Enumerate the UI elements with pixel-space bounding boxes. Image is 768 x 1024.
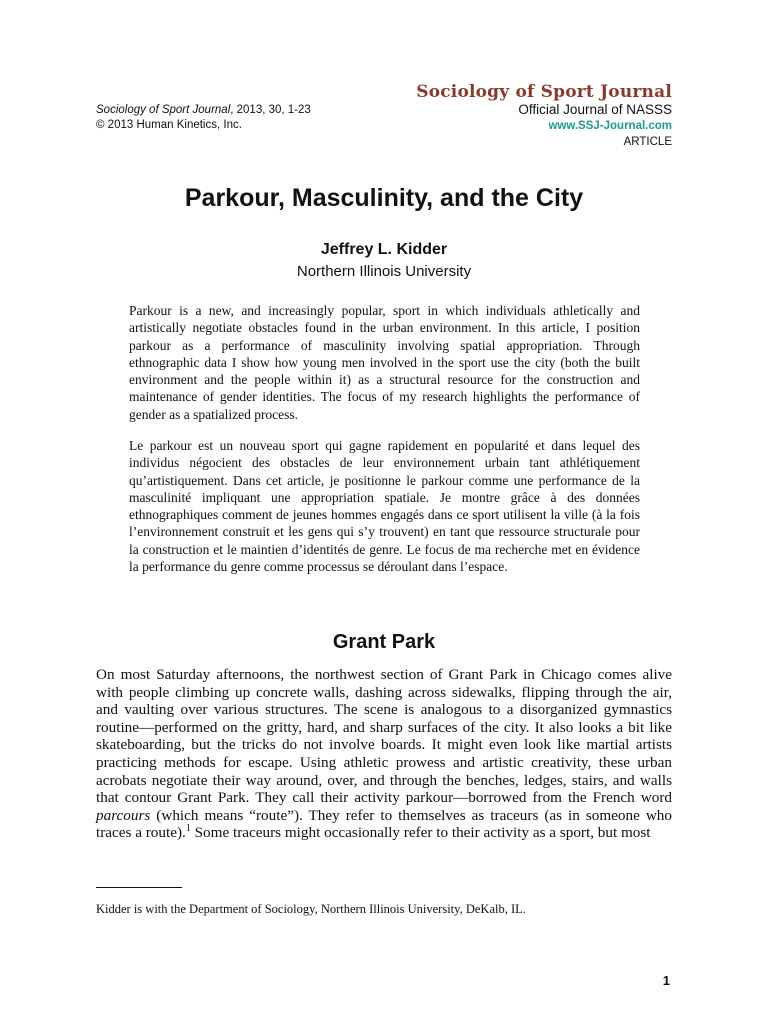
body-text-part3: Some traceurs might occasionally refer to their activity as a sport, but most (190, 824, 651, 842)
body-italic-term: parcours (96, 806, 151, 824)
journal-url-link[interactable]: www.SSJ-Journal.com (548, 120, 672, 132)
section-heading: Grant Park (332, 631, 436, 653)
article-title: Parkour, Masculinity, and the City (184, 184, 584, 212)
body-paragraph (96, 666, 672, 842)
author-name: Jeffrey L. Kidder (320, 241, 448, 258)
article-type: ARTICLE (623, 136, 672, 148)
abstract-french: Le parkour est un nouveau sport qui gagne rapidement en popularité et dans lequel des individus négocient des obstacles de leur environnement urbain tant athlétiquement qu’artistiquement. Dans cet article, je positionne le parkour comme une performance de la masculinité impliquant une appropriation spatiale. Je montre grâce à des données ethnographiques comment de jeunes hommes engagés dans ce sport utilisent la ville (à la fois l’environnement construit et les gens qui s’y trouvent) en tant que ressource structurale pour la construction et le maintien d’identités de genre. Le focus de ma recherche met en évidence la performance du genre comme processus se déroulant dans l’espace. (129, 438, 640, 575)
official-journal: Official Journal of NASSS (518, 102, 672, 117)
citation-details: , 2013, 30, 1-23 (230, 104, 311, 116)
footnote-reference[interactable]: 1 (185, 823, 191, 835)
citation-line (96, 103, 311, 118)
author-affiliation: Northern Illinois University (296, 263, 472, 280)
journal-masthead (416, 82, 672, 150)
body-text-part1: On most Saturday afternoons, the northwest section of Grant Park in Chicago comes alive with people climbing up concrete walls, dashing across sidewalks, flipping through the air, and vaulting over various structures. The scene is analogous to a disorganized gymnastics routine—performed on the gritty, hard, and sharp surfaces of the city. It also looks a bit like skateboarding, but the tricks do not involve boards. It might even look like martial artists practicing methods for escape. Using athletic prowess and artistic creativity, these urban acrobats negotiate their way around, over, and through the benches, ledges, stairs, and walls that contour Grant Park. They call their activity parkour—borrowed from the French word (96, 666, 672, 807)
footnote-text: Kidder is with the Department of Sociology, Northern Illinois University, DeKalb, IL. (96, 902, 526, 916)
page-number: 1 (662, 973, 670, 988)
citation-block (96, 103, 311, 133)
citation-journal: Sociology of Sport Journal (96, 104, 231, 116)
copyright: © 2013 Human Kinetics, Inc. (96, 119, 242, 131)
footnote-divider (96, 887, 182, 888)
body-text-part2: (which means “route”). They refer to themselves as traceurs (as in someone who traces a route). (96, 806, 672, 842)
abstract-english: Parkour is a new, and increasingly popular, sport in which individuals athletically and artistically negotiate obstacles found in the urban environment. In this article, I position parkour as a performance of masculinity involving spatial appropriation. Through ethnographic data I show how young men involved in the sport use the city (both the built environment and the people within it) as a structural resource for the construction and maintenance of gender identities. The focus of my research highlights the performance of gender as a spatialized process. (129, 303, 640, 422)
journal-logo: Sociology of Sport Journal (416, 82, 672, 102)
